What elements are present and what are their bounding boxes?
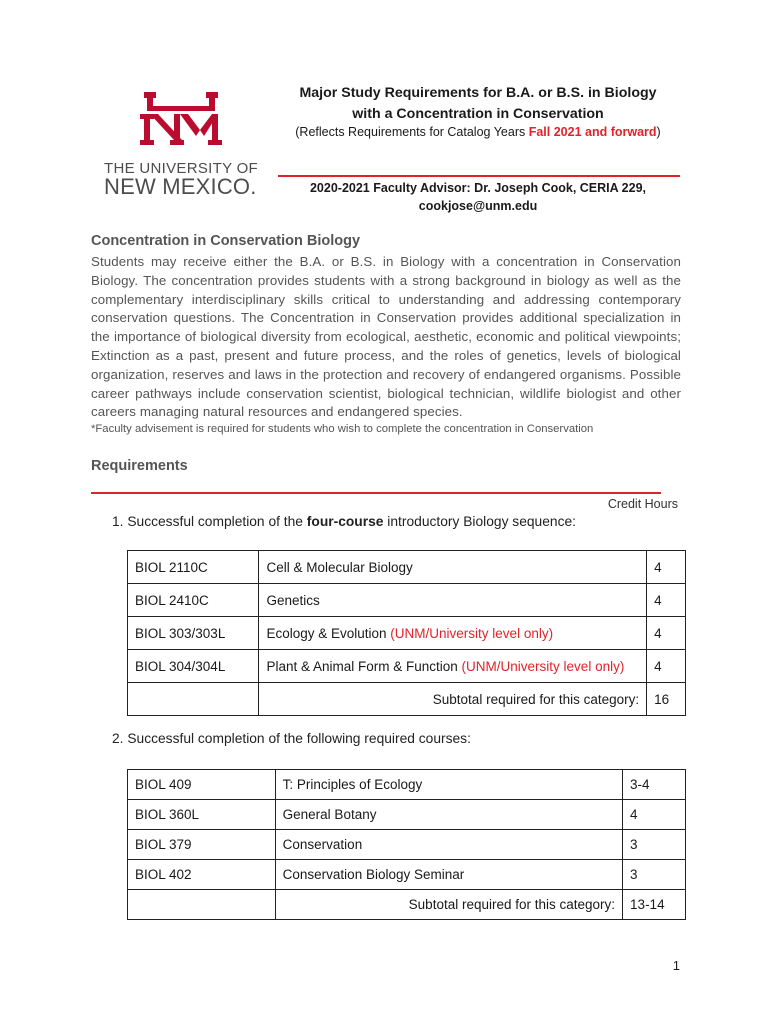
- advisement-note: *Faculty advisement is required for students who wish to complete the concentration in Conservation: [91, 423, 594, 435]
- course-hours: 4: [647, 650, 686, 683]
- table-row: [128, 650, 686, 683]
- course-title: Conservation: [275, 830, 622, 860]
- unm-monogram-icon: [138, 90, 224, 148]
- faculty-advisor-line1: 2020-2021 Faculty Advisor: Dr. Joseph Cook, CERIA 229,: [309, 181, 646, 195]
- table-row: [128, 584, 686, 617]
- subtotal-row: [128, 683, 686, 716]
- empty-cell: [128, 890, 276, 920]
- table-row: [128, 830, 686, 860]
- course-code: BIOL 379: [128, 830, 276, 860]
- reflects-prefix: (Reflects Requirements for Catalog Years: [295, 125, 529, 139]
- course-title: Conservation Biology Seminar: [275, 860, 622, 890]
- course-hours: 3: [623, 860, 686, 890]
- credit-hours-label: Credit Hours: [607, 497, 678, 511]
- course-hours: 3: [623, 830, 686, 860]
- requirement-item-1: [112, 514, 576, 529]
- subtotal-label: Subtotal required for this category:: [275, 890, 622, 920]
- intro-sequence-table: [127, 550, 686, 716]
- course-hours: 3-4: [623, 770, 686, 800]
- item1-prefix: 1. Successful completion of the: [112, 514, 307, 529]
- faculty-advisor-email: cookjose@unm.edu: [418, 199, 538, 213]
- university-name-line1: THE UNIVERSITY OF: [104, 160, 259, 177]
- course-title: T: Principles of Ecology: [275, 770, 622, 800]
- subtotal-value: 16: [647, 683, 686, 716]
- course-hours: 4: [647, 617, 686, 650]
- required-courses-table: [127, 769, 686, 920]
- course-code: BIOL 2410C: [128, 584, 259, 617]
- course-title: [259, 617, 647, 650]
- course-code: BIOL 304/304L: [128, 650, 259, 683]
- table-row: [128, 617, 686, 650]
- course-code: BIOL 402: [128, 860, 276, 890]
- course-title: [259, 650, 647, 683]
- course-hours: 4: [647, 584, 686, 617]
- course-code: BIOL 2110C: [128, 551, 259, 584]
- requirements-heading: Requirements: [91, 458, 188, 474]
- subtotal-row: [128, 890, 686, 920]
- table-row: [128, 551, 686, 584]
- university-name-line2: NEW MEXICO.: [104, 174, 257, 199]
- course-code: BIOL 303/303L: [128, 617, 259, 650]
- catalog-years-note: [268, 125, 688, 139]
- course-code: BIOL 409: [128, 770, 276, 800]
- page-title-line1: Major Study Requirements for B.A. or B.S. in Biology: [299, 85, 657, 101]
- item1-suffix: introductory Biology sequence:: [383, 514, 576, 529]
- reflects-suffix: ): [656, 125, 661, 139]
- course-title-text: Genetics: [266, 592, 320, 608]
- concentration-description: Students may receive either the B.A. or B.S. in Biology with a concentration in Conservation Biology. The concentration provides students with a strong background in biology as well as the complementary interdisciplinary skills critical to understanding and addressing contemporary conservation questions. The Concentration in Conservation provides additional specialization in the importance of biological diversity from ecological, aesthetic, economic and political viewpoints; Extinction as a past, present and future process, and the roles of genetics, levels of biological organization, reserves and laws in the protection and recovery of endangered organisms. Possible career pathways include conservation scientist, biological technician, wildlife biologist and other careers managing natural resources and endangered species.: [91, 254, 681, 420]
- course-title-text: Ecology & Evolution: [266, 625, 391, 641]
- course-title: General Botany: [275, 800, 622, 830]
- table-row: [128, 800, 686, 830]
- unm-logo: [104, 90, 259, 200]
- table-row: [128, 770, 686, 800]
- course-restriction-note: (UNM/University level only): [390, 625, 554, 641]
- catalog-years-highlight: Fall 2021 and forward: [528, 125, 657, 139]
- concentration-heading: Concentration in Conservation Biology: [91, 233, 361, 249]
- course-hours: 4: [623, 800, 686, 830]
- page-title-line2: with a Concentration in Conservation: [352, 106, 604, 122]
- page-number: 1: [672, 958, 680, 973]
- course-code: BIOL 360L: [128, 800, 276, 830]
- subtotal-value: 13-14: [623, 890, 686, 920]
- course-title-text: Plant & Animal Form & Function: [266, 658, 462, 674]
- course-hours: 4: [647, 551, 686, 584]
- requirements-divider: [91, 492, 661, 494]
- header-divider: [278, 175, 680, 177]
- course-title-text: Cell & Molecular Biology: [266, 559, 413, 575]
- table-row: [128, 860, 686, 890]
- subtotal-label: Subtotal required for this category:: [259, 683, 647, 716]
- empty-cell: [128, 683, 259, 716]
- course-restriction-note: (UNM/University level only): [461, 658, 625, 674]
- requirement-item-2: 2. Successful completion of the following required courses:: [112, 731, 471, 746]
- course-title: [259, 551, 647, 584]
- course-title: [259, 584, 647, 617]
- item1-bold: four-course: [306, 514, 384, 529]
